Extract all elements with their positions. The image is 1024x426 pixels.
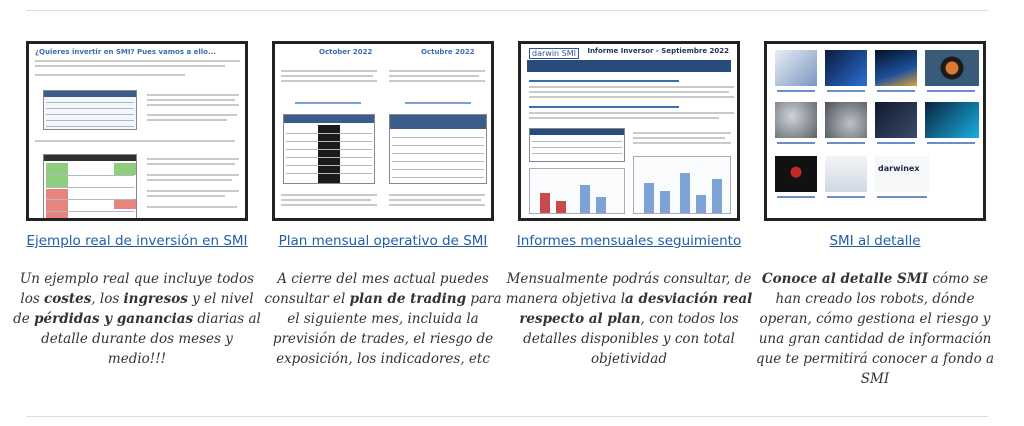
investment-example-thumbnail[interactable]	[26, 41, 248, 221]
thumbnail-heading: ¿Quieres invertir en SMI? Pues vamos a ello...	[35, 48, 216, 56]
smi-detail-link[interactable]: SMI al detalle	[829, 233, 921, 249]
plan-heading-right: Octubre 2022	[421, 48, 475, 56]
bottom-divider	[26, 416, 988, 417]
darwinex-logo: darwinex	[878, 164, 920, 173]
top-divider	[26, 10, 988, 11]
monthly-reports-link[interactable]: Informes mensuales seguimiento	[516, 233, 742, 249]
plan-heading-left: October 2022	[319, 48, 373, 56]
monthly-plan-description: A cierre del mes actual puedes consultar el plan de trading para el siguiente mes, incluida la previsión de trades, el riesgo de exposición, los indicadores, etc	[264, 271, 502, 367]
monthly-plan-link[interactable]: Plan mensual operativo de SMI	[278, 233, 488, 249]
report-brand-logo: darwin SMI	[529, 48, 579, 59]
feature-cards	[0, 41, 1024, 387]
monthly-plan-thumbnail[interactable]	[272, 41, 494, 221]
monthly-reports-description: Mensualmente podrás consultar, de manera objetiva la desviación real respecto al plan, con todos los detalles disponibles y con total objetividad	[505, 271, 753, 367]
smi-detail-thumbnail[interactable]	[764, 41, 986, 221]
investment-example-link[interactable]: Ejemplo real de inversión en SMI	[26, 233, 248, 249]
investment-example-description: Un ejemplo real que incluye todos los costes, los ingresos y el nivel de pérdidas y ganancias diarias al detalle durante dos meses y medio!!!	[13, 271, 261, 367]
monthly-reports-thumbnail[interactable]	[518, 41, 740, 221]
report-title: Informe Inversor - Septiembre 2022	[587, 47, 729, 55]
smi-detail-description: Conoce al detalle SMI cómo se han creado los robots, dónde operan, cómo gestiona el riesgo y una gran cantidad de información que te permitirá conocer a fondo a SMI	[755, 271, 995, 387]
